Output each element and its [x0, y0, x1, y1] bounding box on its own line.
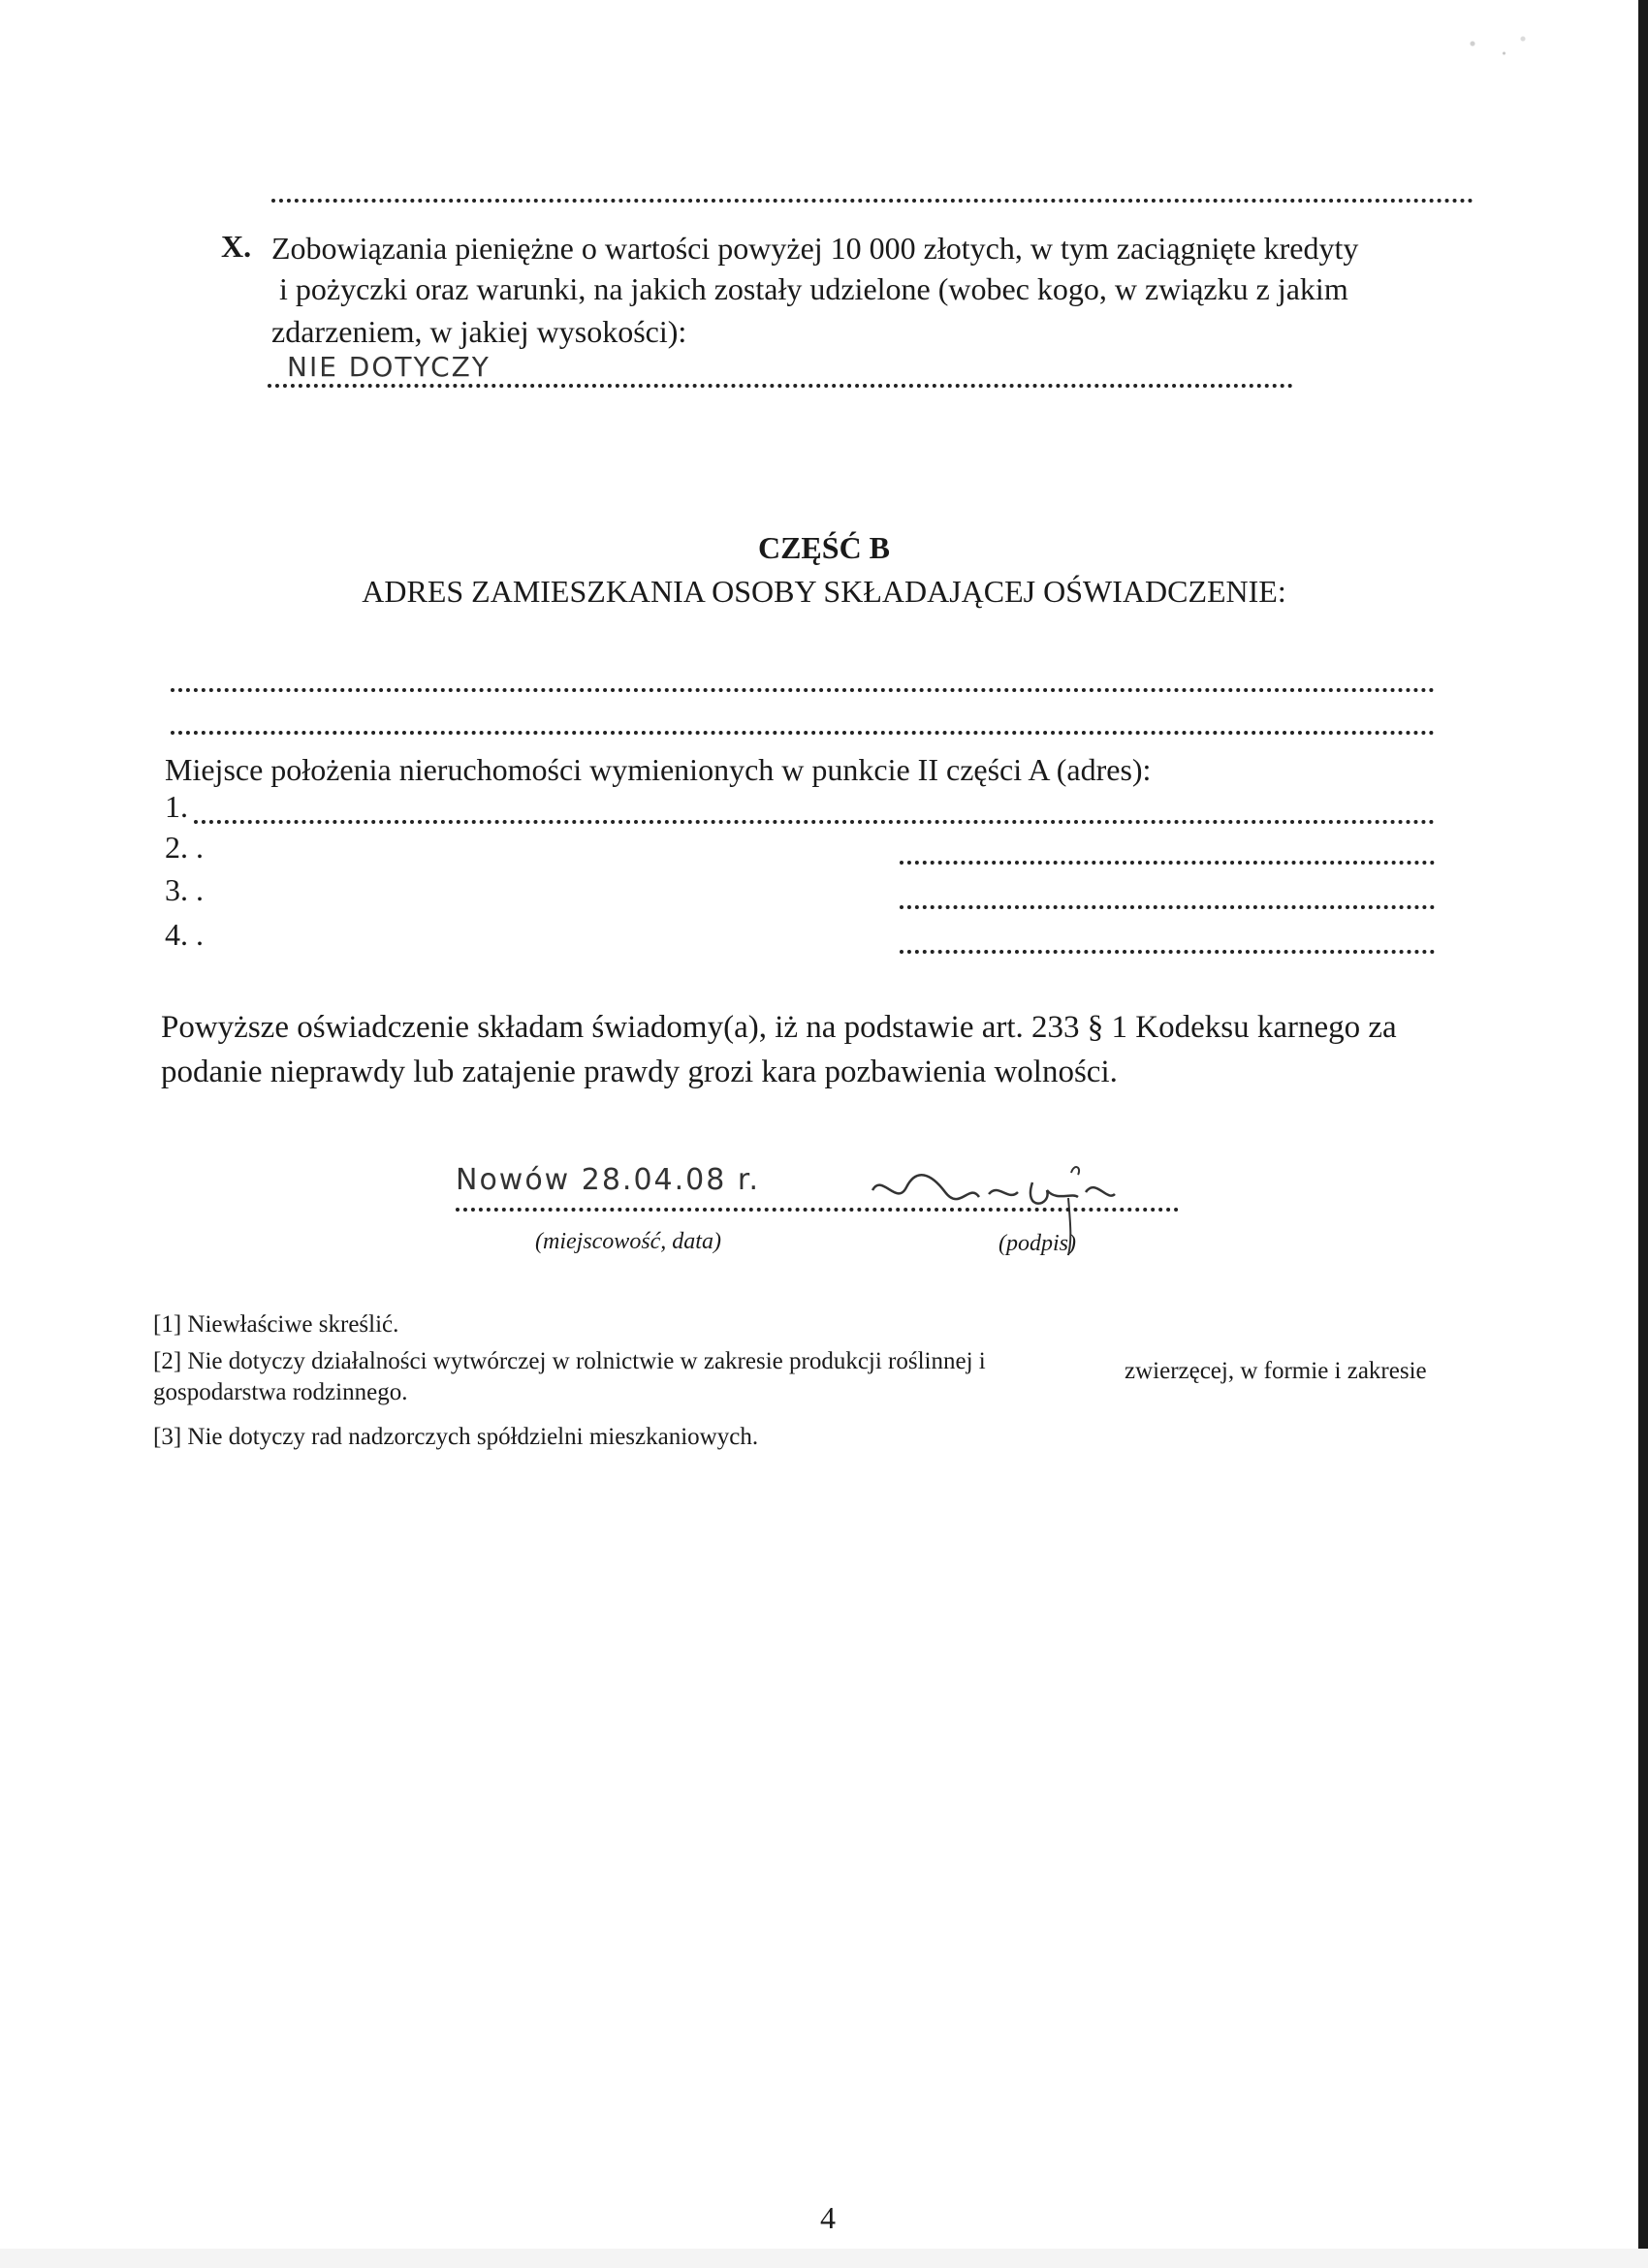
part-b-heading: CZĘŚĆ B: [757, 530, 891, 565]
dotted-line-top: [271, 199, 1474, 203]
declaration-line1: Powyższe oświadczenie składam świadomy(a), iż na podstawie art. 233 § 1 Kodeksu karnego za: [161, 1010, 1397, 1045]
footnote-2-part1: [2] Nie dotyczy działalności wytwórczej w rolnictwie w zakresie produkcji roślinnej i: [153, 1348, 986, 1374]
property-item-4-number: 4. .: [165, 917, 204, 952]
section-x-line3: zdarzeniem, w jakiej wysokości):: [271, 314, 687, 349]
part-b-subheading: ADRES ZAMIESZKANIA OSOBY SKŁADAJĄCEJ OŚWIADCZENIE:: [362, 574, 1286, 609]
page-number: 4: [820, 2200, 836, 2235]
footnote-2-line2: gospodarstwa rodzinnego.: [153, 1379, 408, 1405]
property-item-1-number: 1.: [165, 789, 188, 824]
section-x-line2: i pożyczki oraz warunki, na jakich zostały udzielone (wobec kogo, w związku z jakim: [279, 271, 1348, 306]
property-locations-label: Miejsce położenia nieruchomości wymienionych w punkcie II części A (adres):: [165, 752, 1152, 787]
address-line-2: [171, 731, 1435, 735]
footnote-1: [1] Niewłaściwe skreślić.: [153, 1311, 399, 1338]
footnote-3: [3] Nie dotyczy rad nadzorczych spółdzielni mieszkaniowych.: [153, 1424, 759, 1450]
scan-edge-bottom: [0, 2249, 1648, 2268]
declaration-line2: podanie nieprawdy lub zatajenie prawdy grozi kara pozbawienia wolności.: [161, 1055, 1118, 1089]
property-item-2-number: 2. .: [165, 830, 204, 865]
section-x-line1: Zobowiązania pieniężne o wartości powyżej 10 000 złotych, w tym zaciągnięte kredyty: [271, 231, 1359, 266]
address-line-1: [171, 688, 1435, 692]
section-x-number: X.: [221, 229, 252, 264]
place-date-caption: (miejscowość, data): [535, 1229, 721, 1254]
dotted-line-answer: [268, 384, 1293, 388]
property-item-2-line: [900, 861, 1435, 865]
property-item-1-line: [194, 820, 1435, 824]
scan-edge-right: [1638, 0, 1648, 2268]
handwritten-signature: [853, 1153, 1134, 1260]
signature-caption: (podpis): [998, 1231, 1076, 1256]
property-item-3-line: [900, 905, 1435, 909]
property-item-4-line: [900, 950, 1435, 954]
footnote-2-part2: zwierzęcej, w formie i zakresie: [1125, 1358, 1427, 1384]
property-item-3-number: 3. .: [165, 872, 204, 907]
scan-artifact: [1435, 19, 1561, 68]
place-date-handwritten: Nowów 28.04.08 r.: [456, 1163, 761, 1197]
signature-dotted-line: [456, 1208, 1179, 1212]
section-x-handwritten-answer: NIE DOTYCZY: [287, 351, 491, 383]
